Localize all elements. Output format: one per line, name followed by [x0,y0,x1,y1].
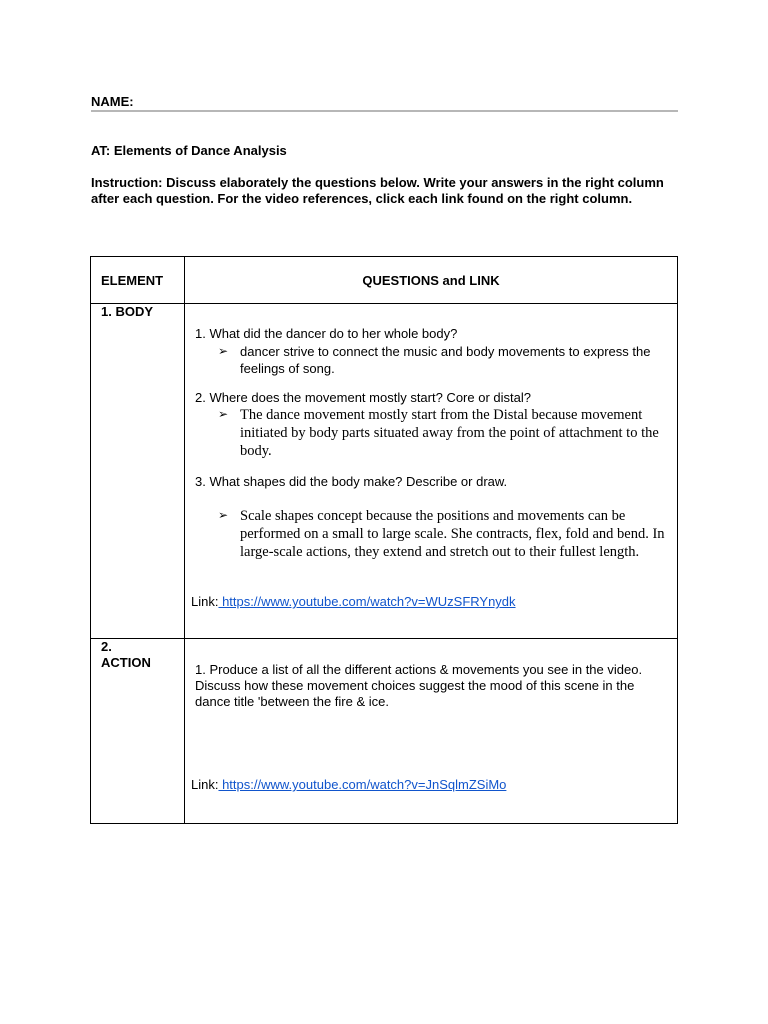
assignment-title: AT: Elements of Dance Analysis [91,143,287,158]
element-cell-action [91,639,185,824]
element-cell-body [91,304,185,639]
header-element: ELEMENT [91,257,185,304]
table-header-row [91,257,678,304]
table-row-body [91,304,678,639]
question-action-1: 1. Produce a list of all the different actions & movements you see in the video. Discuss how these movement choices suggest the mood of this scene in the dance title 'between the fire & ice. [195,662,643,709]
element-label-action-num: 2. [101,639,112,654]
link-label: Link: [191,594,219,609]
name-label: NAME: [91,94,134,109]
question-3: 3. What shapes did the body make? Describe or draw. [195,474,508,489]
answer-1-text: dancer strive to connect the music and body movements to express the feelings of song. [240,344,651,376]
question-2: 2. Where does the movement mostly start? Core or distal? [195,390,531,405]
arrow-bullet-icon: ➢ [218,508,229,522]
questions-cell-body [185,304,678,639]
arrow-bullet-icon: ➢ [218,344,229,358]
element-label-body: 1. BODY [101,304,154,319]
link-line-body [191,594,677,610]
answer-3-text: Scale shapes concept because the positions and movements can be performed on a small to large scale. She contracts, flex, fold and bend. In large-scale actions, they extend and stretch out to their fullest length. [240,508,665,560]
link-line-action [191,777,677,793]
name-field [91,93,678,112]
questions-cell-action [185,639,678,824]
answer-3 [218,507,671,561]
arrow-bullet-icon: ➢ [218,407,229,421]
instruction-text: Instruction: Discuss elaborately the questions below. Write your answers in the right column after each question. For the video references, click each link found on the right column. [91,175,664,206]
question-1: 1. What did the dancer do to her whole body? [195,326,458,341]
table-row-action [91,639,678,824]
answer-2 [218,406,671,460]
answer-2-text: The dance movement mostly start from the Distal because movement initiated by body parts situated away from the point of attachment to the body. [240,407,659,459]
answer-1 [218,343,671,377]
video-link-action[interactable]: https://www.youtube.com/watch?v=JnSqlmZSiMo [218,777,507,792]
element-label-action-word: ACTION [101,655,151,670]
analysis-table [90,256,678,824]
link-label: Link: [191,777,219,792]
video-link-body[interactable]: https://www.youtube.com/watch?v=WUzSFRYnydk [218,594,516,609]
header-questions: QUESTIONS and LINK [185,257,678,304]
